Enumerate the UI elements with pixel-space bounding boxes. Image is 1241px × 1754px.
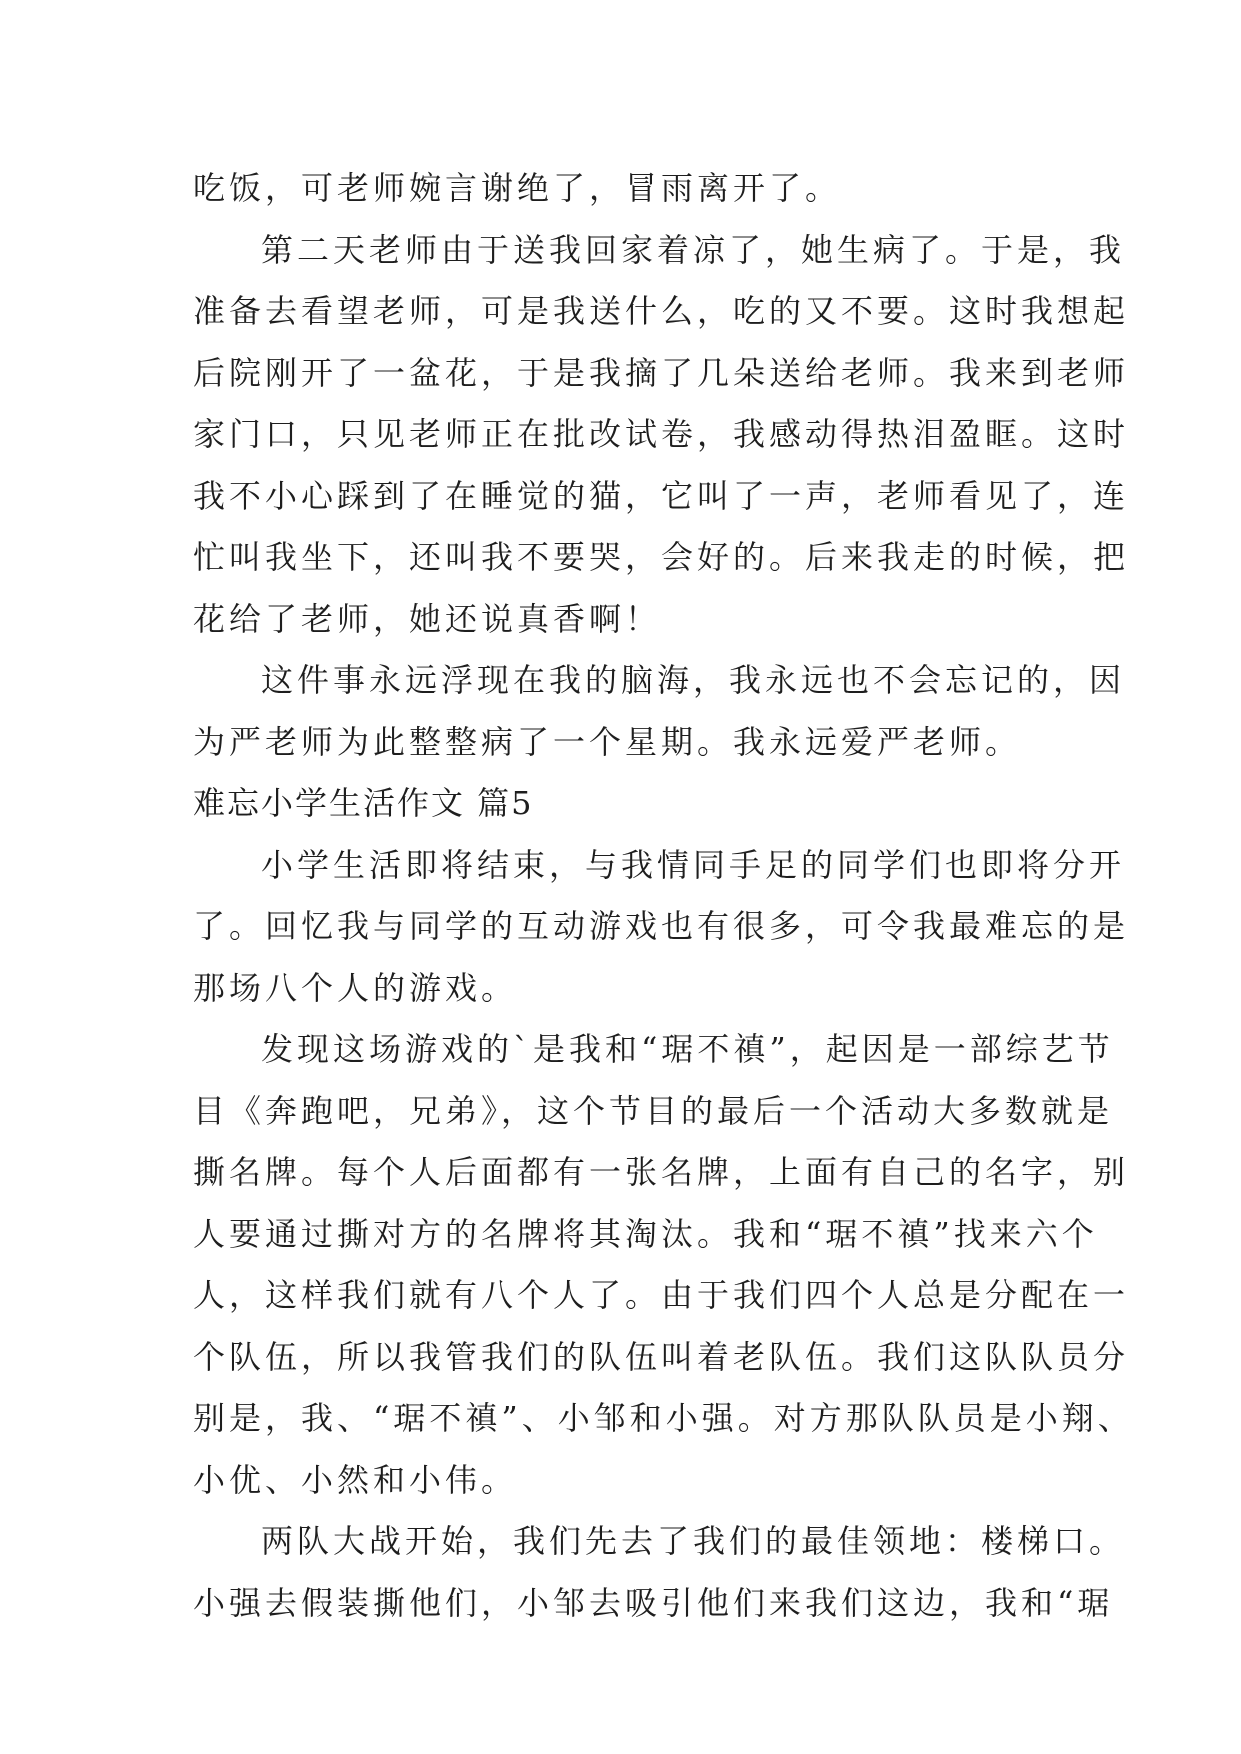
document-body xyxy=(193,158,1134,1634)
text-line: 小优、小然和小伟。 xyxy=(193,1460,518,1499)
paragraph-start-line: 小学生活即将结束，与我情同手足的同学们也即将分开 xyxy=(261,845,1126,884)
text-line: 人，这样我们就有八个人了。由于我们四个人总是分配在一 xyxy=(193,1276,1130,1314)
text-line: 准备去看望老师，可是我送什么，吃的又不要。这时我想起 xyxy=(193,292,1130,330)
section-heading: 难忘小学生活作文 篇5 xyxy=(193,784,534,822)
text-line: 人要通过撕对方的名牌将其淘汰。我和“琚不禛”找来六个 xyxy=(193,1214,1098,1253)
paragraph-start-line: 发现这场游戏的`是我和“琚不禛”，起因是一部综艺节 xyxy=(261,1030,1114,1068)
text-line: 小强去假装撕他们，小邹去吸引他们来我们这边，我和“琚 xyxy=(193,1583,1114,1622)
text-line: 个队伍，所以我管我们的队伍叫着老队伍。我们这队队员分 xyxy=(193,1337,1130,1376)
text-line: 我不小心踩到了在睡觉的猫，它叫了一声，老师看见了，连 xyxy=(193,476,1130,515)
text-line: 那场八个人的游戏。 xyxy=(193,968,518,1007)
text-line: 花给了老师，她还说真香啊！ xyxy=(193,599,662,638)
text-line: 家门口，只见老师正在批改试卷，我感动得热泪盈眶。这时 xyxy=(193,415,1130,453)
text-line: 后院刚开了一盆花，于是我摘了几朵送给老师。我来到老师 xyxy=(193,353,1130,392)
text-line: 别是，我、“琚不禛”、小邹和小强。对方那队队员是小翔、 xyxy=(193,1399,1134,1437)
paragraph-start-line: 这件事永远浮现在我的脑海，我永远也不会忘记的，因 xyxy=(261,661,1126,699)
text-line: 为严老师为此整整病了一个星期。我永远爱严老师。 xyxy=(193,722,1022,761)
text-line: 了。回忆我与同学的互动游戏也有很多，可令我最难忘的是 xyxy=(193,907,1130,945)
text-line: 忙叫我坐下，还叫我不要哭，会好的。后来我走的时候，把 xyxy=(193,538,1130,576)
text-line: 吃饭，可老师婉言谢绝了，冒雨离开了。 xyxy=(193,169,842,207)
text-line: 目《奔跑吧，兄弟》，这个节目的最后一个活动大多数就是 xyxy=(193,1091,1114,1130)
paragraph-start-line: 两队大战开始，我们先去了我们的最佳领地：楼梯口。 xyxy=(261,1522,1126,1560)
text-line: 撕名牌。每个人后面都有一张名牌，上面有自己的名字，别 xyxy=(193,1153,1130,1191)
paragraph-start-line: 第二天老师由于送我回家着凉了，她生病了。于是，我 xyxy=(261,230,1126,269)
